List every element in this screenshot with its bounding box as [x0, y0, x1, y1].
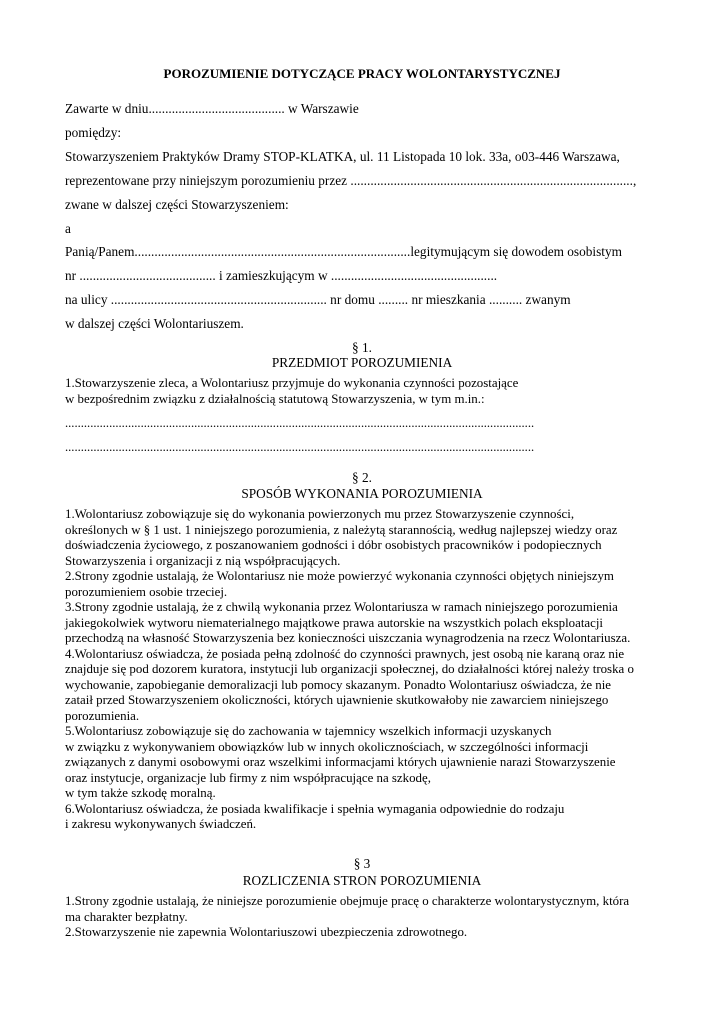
- section-3-number: § 3: [353, 856, 371, 871]
- section-2-line: i zakresu wykonywanych świadczeń.: [65, 817, 257, 831]
- header-line-volunteer: w dalszej części Wolontariuszem.: [65, 316, 244, 331]
- header-line-represented: reprezentowane przy niniejszym porozumieniu przez .....................................................................................,: [65, 173, 637, 188]
- section-1-body: [65, 376, 665, 407]
- section-2-line: 5.Wolontariusz zobowiązuje się do zachowania w tajemnicy wszelkich informacji uzyskanych: [65, 724, 552, 738]
- section-1-blank-line: .....................................................................................................................................................: [65, 440, 535, 454]
- section-2-body: [65, 507, 665, 833]
- section-2-line: jakiegokolwiek wytworu niematerialnego majątkowe prawa autorskie na wszystkich polach eksploatacji: [65, 615, 604, 630]
- section-2-line: 2.Strony zgodnie ustalają, że Wolontariusz nie może powierzyć wykonania czynności objętych niniejszym: [65, 569, 614, 583]
- header-line-between: pomiędzy:: [65, 125, 122, 140]
- section-2-line: porozumieniem osobie trzeciej.: [65, 584, 228, 599]
- section-2-line: związanych z danymi osobowymi oraz wszelkimi informacjami których ujawnienie narazi Stowarzyszenie: [65, 755, 616, 769]
- header-line-called: zwane w dalszej części Stowarzyszeniem:: [65, 197, 289, 212]
- header-line-association: Stowarzyszeniem Praktyków Dramy STOP-KLATKA, ul. 11 Listopada 10 lok. 33a, o03-446 Warszawa,: [65, 149, 620, 164]
- section-2-line: zataił przed Stowarzyszeniem okoliczności, których ujawnienie skutkowałoby nie zawarciem niniejszego: [65, 693, 609, 707]
- header-line-address: na ulicy ................................................................. nr domu ......... nr mieszkania .......... zwanym: [65, 292, 571, 307]
- section-3-heading: ROZLICZENIA STRON POROZUMIENIA: [242, 873, 482, 888]
- section-2-line: doświadczenia życiowego, z poszanowaniem godności i dóbr osobistych pracowników i podopiecznych: [65, 538, 602, 552]
- section-2-number: § 2.: [352, 470, 372, 485]
- section-2-line: oraz instytucje, organizacje lub firmy z nim współpracujące na szkodę,: [65, 770, 431, 785]
- header-line-and: a: [65, 221, 71, 236]
- section-2-line: 1.Wolontariusz zobowiązuje się do wykonania powierzonych mu przez Stowarzyszenie czynności,: [65, 507, 575, 521]
- section-2-line: porozumienia.: [65, 708, 140, 723]
- section-2-line: w tym także szkodę moralną.: [65, 786, 216, 800]
- section-3-line: 2.Stowarzyszenie nie zapewnia Wolontariuszowi ubezpieczenia zdrowotnego.: [65, 925, 468, 939]
- section-1-blank-line: .....................................................................................................................................................: [65, 416, 535, 430]
- document-title: POROZUMIENIE DOTYCZĄCE PRACY WOLONTARYSTYCZNEJ: [163, 66, 561, 81]
- section-1-line: w bezpośrednim związku z działalnością statutową Stowarzyszenia, w tym m.in.:: [65, 391, 485, 406]
- section-2-line: znajduje się pod dozorem kuratora, instytucji lub organizacji społecznej, do działalności której należy troska o: [65, 662, 634, 676]
- section-2-line: określonych w § 1 ust. 1 niniejszego porozumienia, z należytą starannością, według najlepszej wiedzy oraz: [65, 522, 618, 537]
- section-2-line: wychowanie, zapobieganie demoralizacji lub pomocy skazanym. Ponadto Wolontariusz oświadcza, że nie: [65, 677, 612, 692]
- section-2-line: 4.Wolontariusz oświadcza, że posiada pełną zdolność do czynności prawnych, jest osobą nie karaną oraz nie: [65, 646, 625, 661]
- header-line-id-residence: nr ......................................... i zamieszkującym w ..................................................: [65, 268, 498, 283]
- header-line-person: Panią/Panem...................................................................................legitymującym się dowodem osobistym: [65, 244, 622, 259]
- section-2-line: Stowarzyszenia i organizacji z nią współpracujących.: [65, 553, 341, 568]
- section-2-heading: SPOSÓB WYKONANIA POROZUMIENIA: [241, 486, 483, 501]
- section-3-body: [65, 894, 665, 941]
- section-2-line: 3.Strony zgodnie ustalają, że z chwilą wykonania przez Wolontariusza w ramach niniejszego porozumienia: [65, 600, 618, 614]
- section-2-line: przechodzą na własność Stowarzyszenia bez konieczności uiszczania wynagrodzenia na rzecz Wolontariusza.: [65, 631, 631, 645]
- header-line-date: Zawarte w dniu......................................... w Warszawie: [65, 101, 359, 116]
- section-1-line: 1.Stowarzyszenie zleca, a Wolontariusz przyjmuje do wykonania czynności pozostające: [65, 376, 519, 390]
- section-2-line: w związku z wykonywaniem obowiązków lub w innych okolicznościach, w szczególności informacji: [65, 739, 589, 754]
- section-3-line: 1.Strony zgodnie ustalają, że niniejsze porozumienie obejmuje pracę o charakterze wolontarystycznym, która: [65, 894, 630, 908]
- section-1-number: § 1.: [352, 340, 372, 355]
- section-3-line: ma charakter bezpłatny.: [65, 909, 188, 924]
- section-2-line: 6.Wolontariusz oświadcza, że posiada kwalifikacje i spełnia wymagania odpowiednie do rodzaju: [65, 801, 565, 816]
- section-1-heading: PRZEDMIOT POROZUMIENIA: [271, 355, 453, 370]
